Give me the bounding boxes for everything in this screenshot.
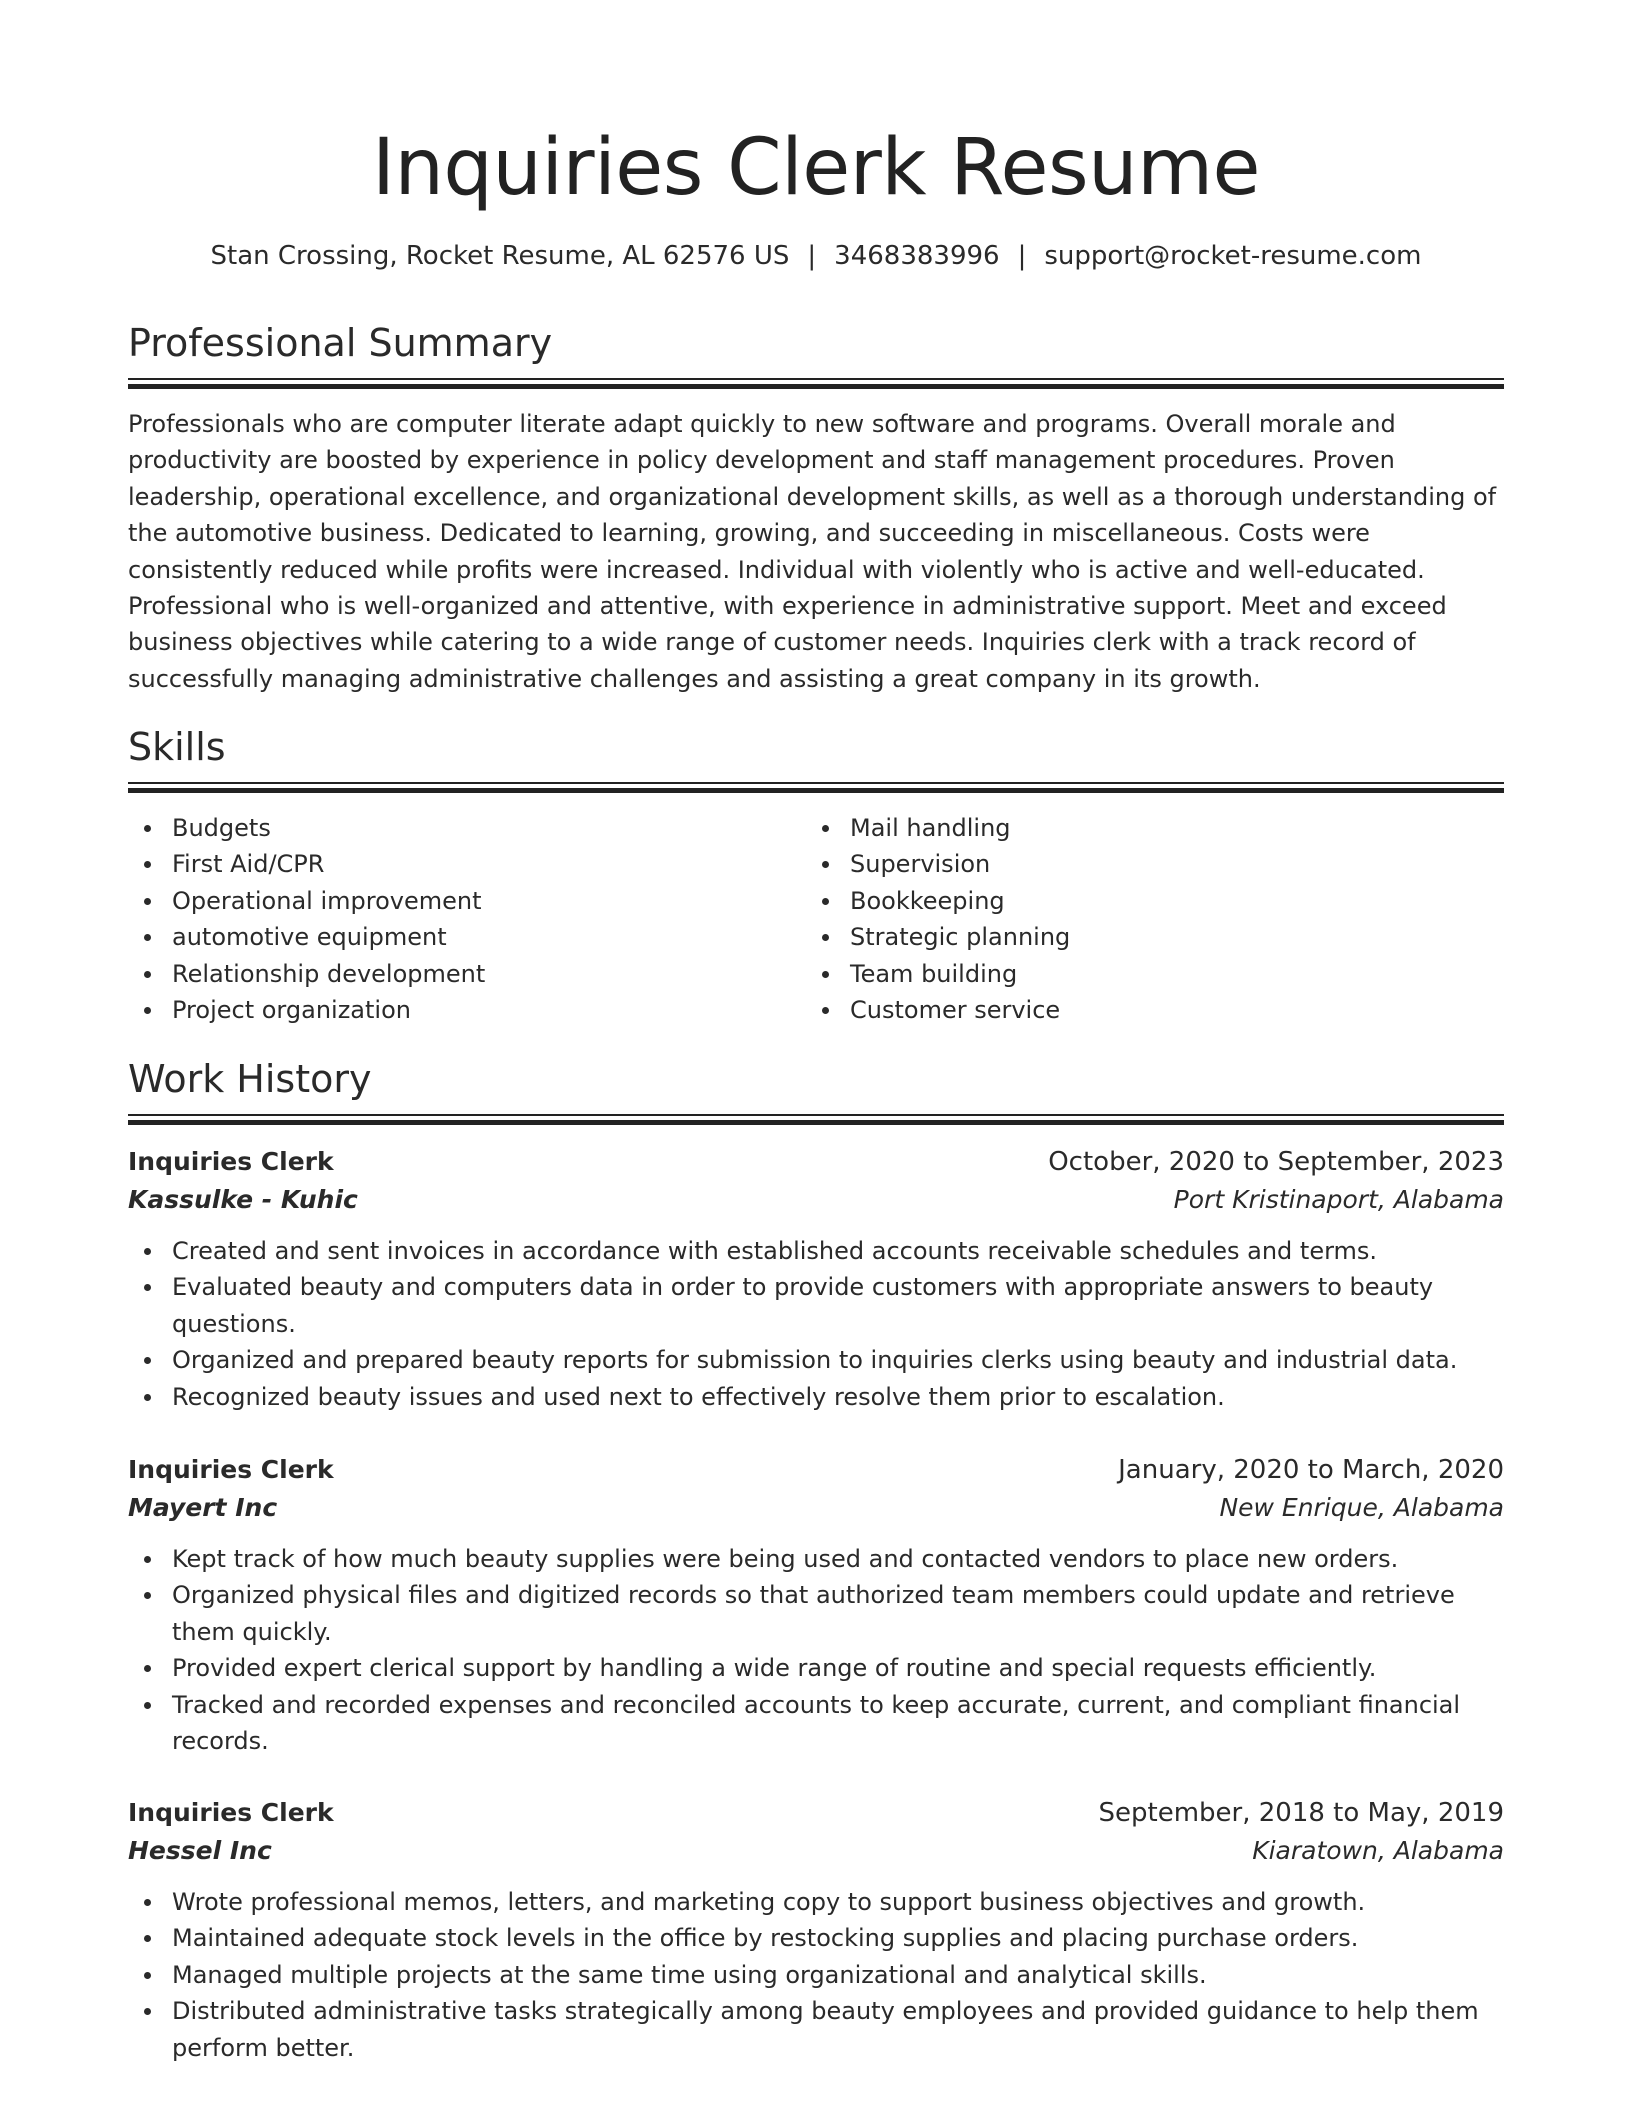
job-bullet: Distributed administrative tasks strategically among beauty employees and provided guidance to help them perform better. (128, 1993, 1504, 2066)
job-entry (128, 1143, 1504, 1415)
summary-text: Professionals who are computer literate adapt quickly to new software and programs. Overall morale and productivity are boosted by experience in policy development and staff management procedures. Proven leadership, operational excellence, and organizational development skills, as well as a thorough understanding of the automotive business. Dedicated to learning, growing, and succeeding in miscellaneous. Costs were consistently reduced while profits were increased. Individual with violently who is active and well-educated. Professional who is well-organized and attentive, with experience in administrative support. Meet and exceed business objectives while catering to a wide range of customer needs. Inquiries clerk with a track record of successfully managing administrative challenges and assisting a great company in its growth. (128, 410, 1497, 693)
job-entry (128, 1451, 1504, 1759)
job-bullet: Recognized beauty issues and used next to effectively resolve them prior to escalation. (128, 1379, 1504, 1415)
job-bullet-list (128, 1233, 1504, 1415)
job-company: Mayert Inc (128, 1493, 278, 1522)
contact-phone: 3468383996 (834, 241, 1000, 271)
job-company: Hessel Inc (128, 1836, 272, 1865)
contact-email: support@rocket-resume.com (1044, 241, 1422, 271)
job-location: Port Kristinaport, Alabama (1173, 1185, 1504, 1214)
skill-item: Relationship development (128, 956, 768, 992)
job-title: Inquiries Clerk (128, 1147, 334, 1176)
work-history-heading: Work History (128, 1057, 372, 1101)
section-divider (128, 378, 1504, 390)
skill-item: Customer service (806, 992, 1446, 1028)
job-bullet: Kept track of how much beauty supplies were being used and contacted vendors to place new orders. (128, 1541, 1504, 1577)
skills-list-right (806, 810, 1446, 1028)
job-location: Kiaratown, Alabama (1252, 1836, 1504, 1865)
section-divider (128, 782, 1504, 794)
skills-heading: Skills (128, 725, 226, 769)
contact-address: Stan Crossing, Rocket Resume, AL 62576 US (210, 241, 790, 271)
skill-item: Project organization (128, 992, 768, 1028)
skill-item: automotive equipment (128, 919, 768, 955)
job-bullet: Created and sent invoices in accordance with established accounts receivable schedules and terms. (128, 1233, 1504, 1269)
contact-separator: | (807, 241, 817, 271)
summary-heading: Professional Summary (128, 321, 553, 365)
skill-item: Strategic planning (806, 919, 1446, 955)
job-bullet: Provided expert clerical support by handling a wide range of routine and special requests efficiently. (128, 1650, 1504, 1686)
job-bullet: Evaluated beauty and computers data in order to provide customers with appropriate answers to beauty questions. (128, 1269, 1504, 1342)
skill-item: Operational improvement (128, 883, 768, 919)
job-title: Inquiries Clerk (128, 1455, 334, 1484)
job-dates: October, 2020 to September, 2023 (1048, 1147, 1504, 1177)
skill-item: Budgets (128, 810, 768, 846)
job-dates: September, 2018 to May, 2019 (1098, 1798, 1504, 1828)
skills-list-left (128, 810, 768, 1028)
job-location: New Enrique, Alabama (1219, 1493, 1504, 1522)
job-bullet-list (128, 1541, 1504, 1759)
contact-line (128, 238, 1504, 274)
job-bullet: Tracked and recorded expenses and reconciled accounts to keep accurate, current, and compliant financial records. (128, 1687, 1504, 1760)
job-bullet: Wrote professional memos, letters, and marketing copy to support business objectives and growth. (128, 1884, 1504, 1920)
job-bullet: Maintained adequate stock levels in the office by restocking supplies and placing purchase orders. (128, 1920, 1504, 1956)
section-divider (128, 1114, 1504, 1126)
job-bullet-list (128, 1884, 1504, 2066)
job-title: Inquiries Clerk (128, 1798, 334, 1827)
job-entry (128, 1794, 1504, 2066)
skill-item: Bookkeeping (806, 883, 1446, 919)
page-title: Inquiries Clerk Resume (371, 123, 1261, 213)
job-bullet: Organized and prepared beauty reports for submission to inquiries clerks using beauty and industrial data. (128, 1342, 1504, 1378)
job-bullet: Managed multiple projects at the same time using organizational and analytical skills. (128, 1957, 1504, 1993)
job-dates: January, 2020 to March, 2020 (1118, 1455, 1504, 1485)
skill-item: Supervision (806, 846, 1446, 882)
skill-item: First Aid/CPR (128, 846, 768, 882)
contact-separator: | (1017, 241, 1027, 271)
skill-item: Team building (806, 956, 1446, 992)
job-bullet: Organized physical files and digitized records so that authorized team members could update and retrieve them quickly. (128, 1577, 1504, 1650)
skill-item: Mail handling (806, 810, 1446, 846)
job-company: Kassulke - Kuhic (128, 1185, 358, 1214)
